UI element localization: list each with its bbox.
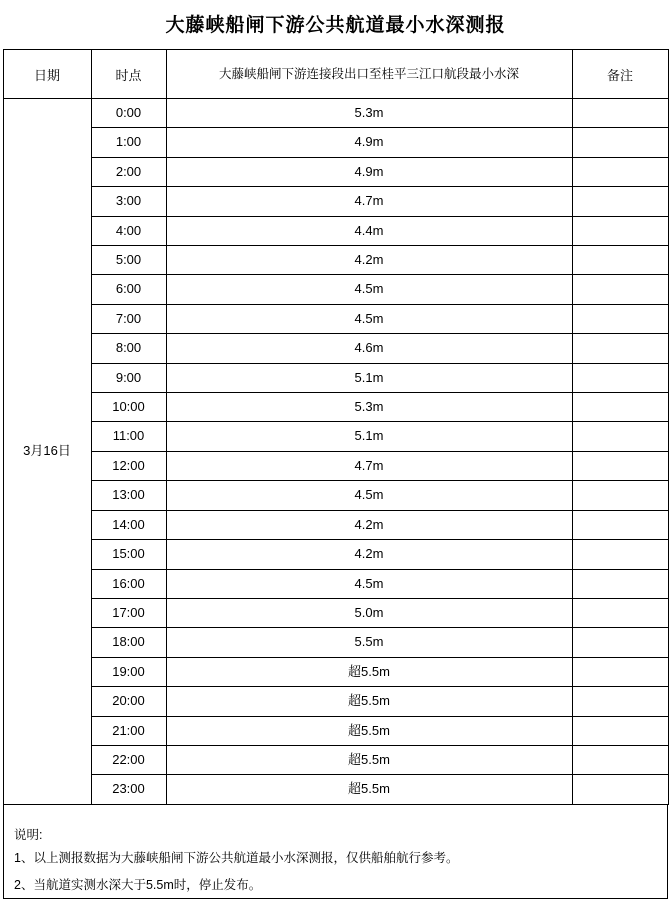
table-row <box>3 657 668 686</box>
table-row <box>3 304 668 333</box>
note-cell <box>572 775 668 804</box>
notes-spacer <box>4 805 667 823</box>
time-cell: 21:00 <box>91 716 166 745</box>
time-cell: 2:00 <box>91 157 166 186</box>
table-row <box>3 422 668 451</box>
note-cell <box>572 157 668 186</box>
table-row <box>3 275 668 304</box>
note-cell <box>572 393 668 422</box>
time-cell: 14:00 <box>91 510 166 539</box>
table-row <box>3 598 668 627</box>
table-row <box>3 246 668 275</box>
table-row <box>3 510 668 539</box>
depth-cell: 5.3m <box>166 99 572 128</box>
depth-cell: 超5.5m <box>166 716 572 745</box>
note-cell <box>572 687 668 716</box>
time-cell: 13:00 <box>91 481 166 510</box>
table-row <box>3 628 668 657</box>
note-cell <box>572 716 668 745</box>
time-cell: 6:00 <box>91 275 166 304</box>
column-header-depth: 大藤峡船闸下游连接段出口至桂平三江口航段最小水深 <box>166 50 572 99</box>
time-cell: 0:00 <box>91 99 166 128</box>
table-row <box>3 393 668 422</box>
note-line-1: 1、以上测报数据为大藤峡船闸下游公共航道最小水深测报，仅供船舶航行参考。 <box>14 850 459 865</box>
time-cell: 19:00 <box>91 657 166 686</box>
table-header <box>3 50 668 99</box>
time-cell: 4:00 <box>91 216 166 245</box>
note-cell <box>572 510 668 539</box>
table-row <box>3 540 668 569</box>
table-row <box>3 745 668 774</box>
depth-cell: 4.5m <box>166 569 572 598</box>
water-depth-table <box>3 49 669 805</box>
time-cell: 9:00 <box>91 363 166 392</box>
table-body <box>3 99 668 805</box>
time-cell: 15:00 <box>91 540 166 569</box>
time-cell: 23:00 <box>91 775 166 804</box>
table-row <box>3 334 668 363</box>
time-cell: 22:00 <box>91 745 166 774</box>
table-row <box>3 99 668 128</box>
depth-cell: 4.9m <box>166 157 572 186</box>
depth-cell: 4.7m <box>166 187 572 216</box>
depth-cell: 超5.5m <box>166 775 572 804</box>
note-cell <box>572 598 668 627</box>
notes-section <box>3 805 668 900</box>
depth-cell: 4.2m <box>166 246 572 275</box>
time-cell: 10:00 <box>91 393 166 422</box>
note-cell <box>572 334 668 363</box>
depth-cell: 4.7m <box>166 451 572 480</box>
note-cell <box>572 363 668 392</box>
depth-cell: 超5.5m <box>166 745 572 774</box>
depth-cell: 5.1m <box>166 363 572 392</box>
depth-cell: 5.3m <box>166 393 572 422</box>
table-header-row <box>3 50 668 99</box>
page-title: 大藤峡船闸下游公共航道最小水深测报 <box>165 15 506 36</box>
depth-cell: 超5.5m <box>166 687 572 716</box>
note-cell <box>572 216 668 245</box>
depth-cell: 超5.5m <box>166 657 572 686</box>
table-row <box>3 775 668 804</box>
time-cell: 17:00 <box>91 598 166 627</box>
note-cell <box>572 304 668 333</box>
time-cell: 16:00 <box>91 569 166 598</box>
time-cell: 12:00 <box>91 451 166 480</box>
table-row <box>3 216 668 245</box>
note-cell <box>572 657 668 686</box>
note-cell <box>572 569 668 598</box>
time-cell: 20:00 <box>91 687 166 716</box>
depth-cell: 4.6m <box>166 334 572 363</box>
note-cell <box>572 628 668 657</box>
note-cell <box>572 481 668 510</box>
notes-heading: 说明: <box>14 827 43 842</box>
depth-cell: 4.2m <box>166 540 572 569</box>
note-cell <box>572 128 668 157</box>
time-cell: 3:00 <box>91 187 166 216</box>
table-row <box>3 716 668 745</box>
time-cell: 5:00 <box>91 246 166 275</box>
depth-cell: 4.5m <box>166 304 572 333</box>
table-row <box>3 481 668 510</box>
note-cell <box>572 275 668 304</box>
depth-cell: 4.4m <box>166 216 572 245</box>
column-header-note: 备注 <box>572 50 668 99</box>
note-cell <box>572 99 668 128</box>
note-cell <box>572 745 668 774</box>
table-row <box>3 157 668 186</box>
table-row <box>3 687 668 716</box>
column-header-date: 日期 <box>3 50 91 99</box>
time-cell: 11:00 <box>91 422 166 451</box>
depth-cell: 5.1m <box>166 422 572 451</box>
depth-cell: 4.2m <box>166 510 572 539</box>
time-cell: 8:00 <box>91 334 166 363</box>
table-row <box>3 569 668 598</box>
depth-cell: 5.5m <box>166 628 572 657</box>
depth-cell: 4.5m <box>166 275 572 304</box>
table-row <box>3 451 668 480</box>
time-cell: 1:00 <box>91 128 166 157</box>
table-row <box>3 363 668 392</box>
column-header-time: 时点 <box>91 50 166 99</box>
depth-cell: 4.5m <box>166 481 572 510</box>
time-cell: 7:00 <box>91 304 166 333</box>
depth-cell: 5.0m <box>166 598 572 627</box>
note-cell <box>572 246 668 275</box>
note-line-2: 2、当航道实测水深大于5.5m时，停止发布。 <box>14 877 262 892</box>
table-row <box>3 187 668 216</box>
note-cell <box>572 187 668 216</box>
note-cell <box>572 540 668 569</box>
note-cell <box>572 451 668 480</box>
time-cell: 18:00 <box>91 628 166 657</box>
table-row <box>3 128 668 157</box>
depth-cell: 4.9m <box>166 128 572 157</box>
date-cell: 3月16日 <box>3 99 91 805</box>
note-cell <box>572 422 668 451</box>
